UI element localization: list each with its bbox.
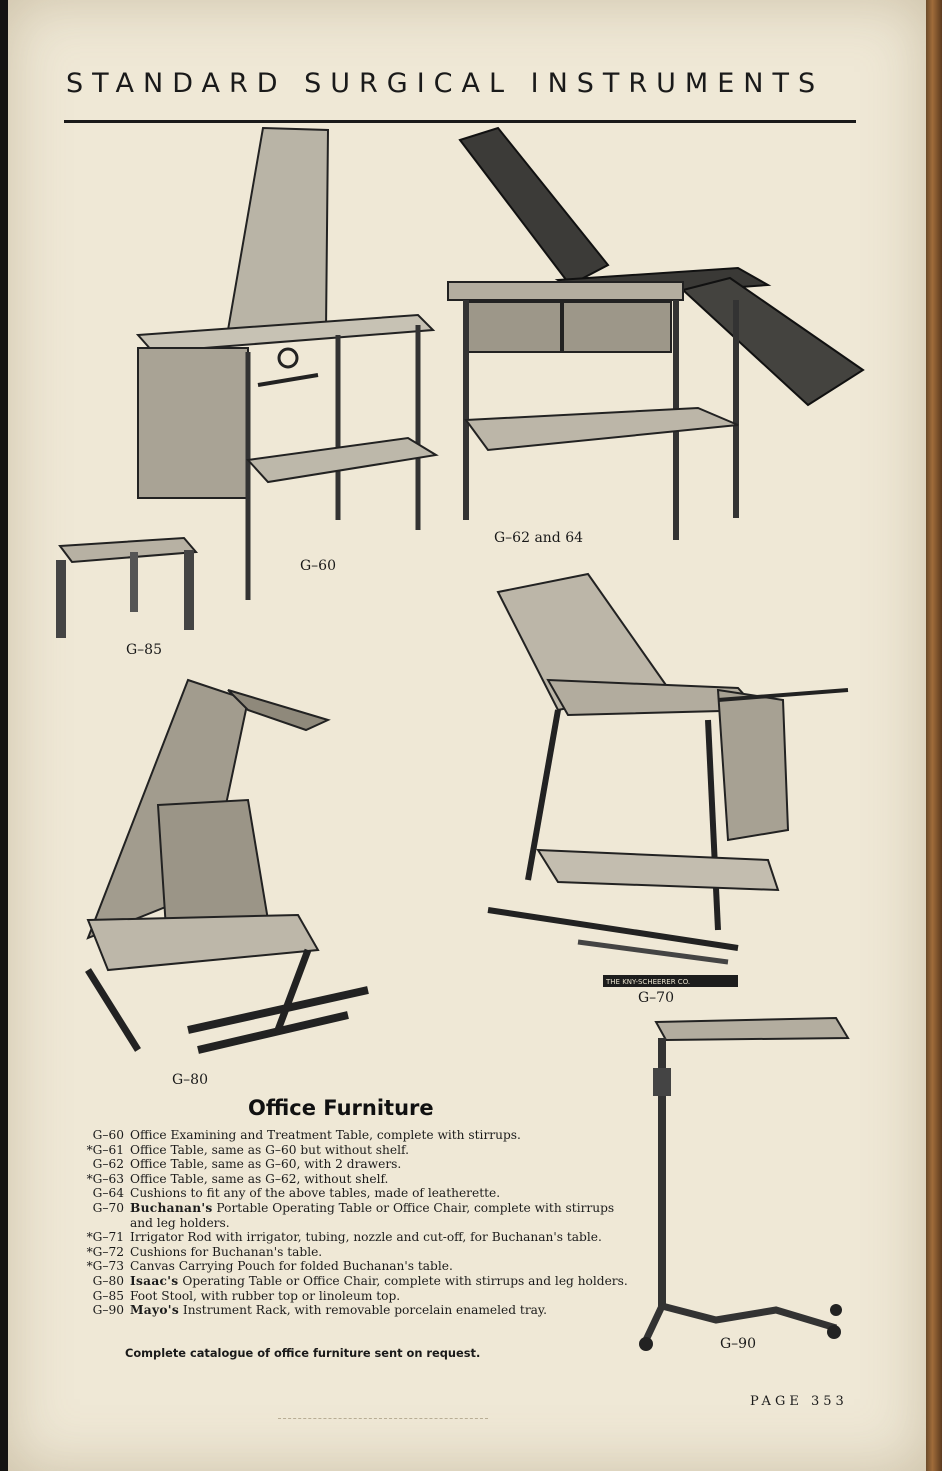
illustration-g80-chair bbox=[48, 670, 378, 1070]
item-text: Office Examining and Treatment Table, complete with stirrups. bbox=[130, 1128, 521, 1142]
list-item bbox=[68, 1303, 628, 1318]
item-code: G–85 bbox=[92, 1288, 124, 1303]
list-item bbox=[68, 1201, 628, 1230]
illustration-g62-table bbox=[438, 120, 868, 560]
caption-g70: G–70 bbox=[638, 990, 674, 1006]
caption-g85: G–85 bbox=[126, 642, 162, 658]
item-text: Canvas Carrying Pouch for folded Buchanan's table. bbox=[130, 1259, 453, 1274]
caption-g80: G–80 bbox=[172, 1072, 208, 1088]
illustration-g70-table bbox=[478, 570, 858, 990]
item-text: Operating Table or Office Chair, complete with stirrups and leg holders. bbox=[178, 1273, 628, 1288]
item-code: *G–63 bbox=[86, 1171, 124, 1186]
item-code: *G–72 bbox=[86, 1244, 124, 1259]
list-item bbox=[68, 1186, 628, 1201]
list-item bbox=[68, 1172, 628, 1187]
item-description bbox=[130, 1128, 628, 1143]
item-text: Portable Operating Table or Office Chair, complete with stirrups and leg holders. bbox=[130, 1200, 615, 1230]
list-item bbox=[68, 1274, 628, 1289]
item-description bbox=[130, 1143, 628, 1158]
item-code: *G–71 bbox=[86, 1230, 124, 1245]
caption-g60: G–60 bbox=[300, 558, 336, 574]
item-brand-name: Mayo's bbox=[130, 1303, 179, 1318]
item-text: Irrigator Rod with irrigator, tubing, nozzle and cut-off, for Buchanan's table. bbox=[130, 1230, 602, 1245]
item-text: Instrument Rack, with removable porcelain enameled tray. bbox=[179, 1303, 548, 1318]
item-description bbox=[130, 1157, 628, 1172]
page-header: STANDARD SURGICAL INSTRUMENTS bbox=[66, 68, 825, 99]
item-description bbox=[130, 1201, 628, 1230]
item-brand-name: Buchanan's bbox=[130, 1200, 213, 1215]
caption-g90: G–90 bbox=[720, 1336, 756, 1352]
list-item bbox=[68, 1245, 628, 1260]
item-code: G–80 bbox=[92, 1273, 124, 1288]
item-text: Foot Stool, with rubber top or linoleum top. bbox=[130, 1288, 401, 1303]
item-code: G–90 bbox=[92, 1303, 124, 1318]
item-description bbox=[130, 1274, 628, 1289]
catalogue-note: Complete catalogue of office furniture sent on request. bbox=[125, 1346, 481, 1360]
list-item bbox=[68, 1259, 628, 1274]
caption-g62-64: G–62 and 64 bbox=[494, 530, 584, 546]
item-text: Cushions to fit any of the above tables, made of leatherette. bbox=[130, 1186, 501, 1201]
illustration-g85-stool bbox=[48, 520, 208, 650]
item-code: *G–73 bbox=[86, 1259, 124, 1274]
page-edge-right bbox=[926, 0, 942, 1471]
item-text: Cushions for Buchanan's table. bbox=[130, 1244, 323, 1259]
item-description bbox=[130, 1186, 628, 1201]
item-description bbox=[130, 1245, 628, 1260]
item-brand-name: Isaac's bbox=[130, 1273, 179, 1288]
item-code: G–70 bbox=[92, 1200, 124, 1215]
illustration-g90-rack bbox=[636, 1010, 856, 1360]
list-item bbox=[68, 1230, 628, 1245]
item-code: *G–61 bbox=[86, 1142, 124, 1157]
section-title: Office Furniture bbox=[248, 1096, 434, 1120]
maker-plate-text: THE KNY-SCHEERER CO. bbox=[606, 978, 691, 986]
item-description bbox=[130, 1303, 628, 1318]
item-description bbox=[130, 1289, 628, 1304]
list-item bbox=[68, 1128, 628, 1143]
item-text: Office Table, same as G–62, without shelf. bbox=[130, 1171, 389, 1186]
list-item bbox=[68, 1143, 628, 1158]
item-description bbox=[130, 1172, 628, 1187]
page-number: PAGE 353 bbox=[750, 1394, 848, 1409]
item-code: G–62 bbox=[92, 1157, 124, 1172]
list-item bbox=[68, 1157, 628, 1172]
item-code: G–60 bbox=[92, 1128, 124, 1142]
print-smudge bbox=[278, 1418, 488, 1421]
list-item bbox=[68, 1289, 628, 1304]
item-text: Office Table, same as G–60, with 2 drawers. bbox=[130, 1157, 402, 1172]
item-list bbox=[68, 1128, 628, 1318]
item-description bbox=[130, 1230, 628, 1245]
item-description bbox=[130, 1259, 628, 1274]
page-edge-left bbox=[0, 0, 8, 1471]
catalog-page bbox=[8, 0, 926, 1471]
item-code: G–64 bbox=[92, 1186, 124, 1201]
item-text: Office Table, same as G–60 but without shelf. bbox=[130, 1142, 409, 1157]
